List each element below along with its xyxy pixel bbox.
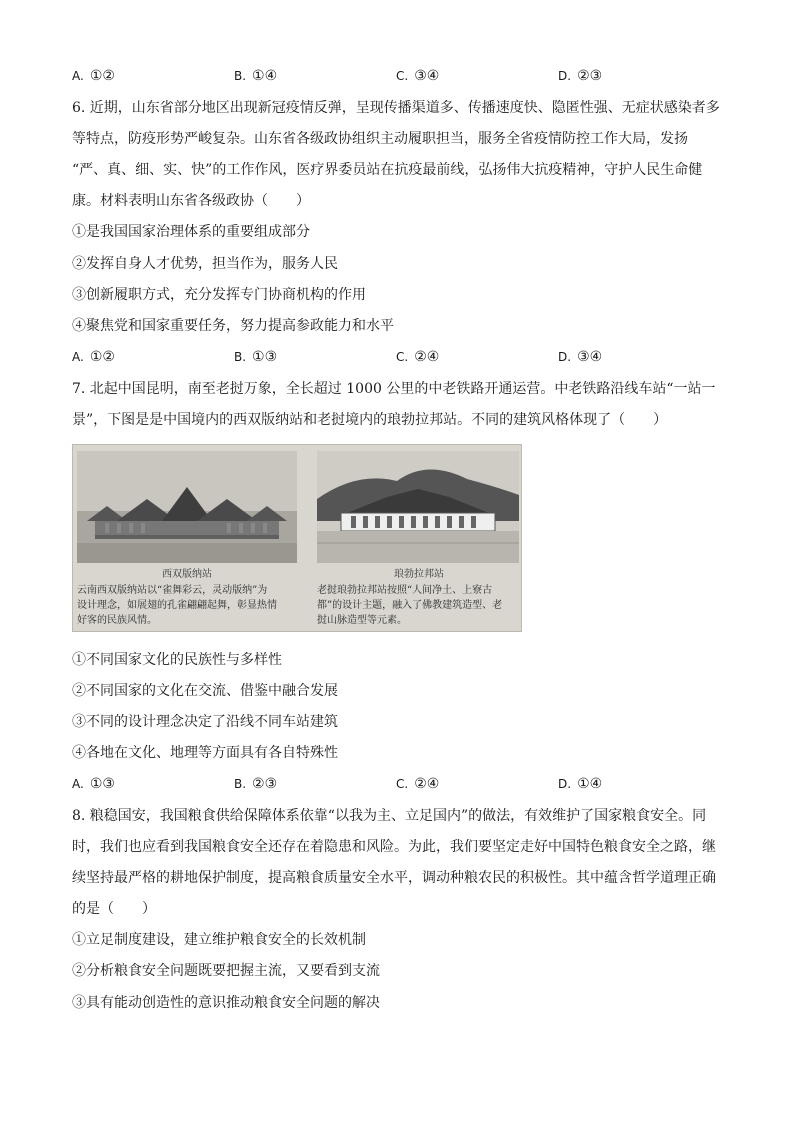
q6-stem-line: “严、真、细、实、快”的工作作风，医疗界委员站在抗疫最前线，弘扬伟大抗疫精神，守护人民生命健	[72, 162, 703, 178]
q5-option-a: A. ①②	[72, 68, 115, 84]
q8-stem-line: 8. 粮稳国安，我国粮食供给保障体系依靠“以我为主、立足国内”的做法，有效维护了国家粮食安全。同	[72, 808, 707, 824]
left-photo-label: 西双版纳站	[162, 569, 212, 580]
q7-option-d: D. ①④	[558, 776, 603, 792]
q6-stem-line: 康。材料表明山东省各级政协（ ）	[72, 193, 310, 209]
q7-option-c: C. ②④	[396, 776, 440, 792]
q6-option-b: B. ①③	[234, 349, 278, 365]
q6-options	[72, 347, 732, 367]
q5-option-d: D. ②③	[558, 68, 603, 84]
q8-statement: ③具有能动创造性的意识推动粮食安全问题的解决	[72, 995, 380, 1011]
q8-statement: ②分析粮食安全问题既要把握主流，又要看到支流	[72, 963, 380, 979]
right-photo-label: 琅勃拉邦站	[394, 569, 444, 580]
right-caption: 老挝琅勃拉邦站按照“人间净土、上寮古 都”的设计主题，融入了佛教建筑造型、老 挝山脉造型等元素。	[317, 585, 503, 626]
xishuangbanna-station-drawing	[77, 451, 297, 563]
q6-statement: ②发挥自身人才优势，担当作为，服务人民	[72, 256, 338, 272]
q6-option-c: C. ②④	[396, 349, 440, 365]
q6-stem-line: 等特点，防疫形势严峻复杂。山东省各级政协组织主动履职担当，服务全省疫情防控工作大局，发扬	[72, 131, 688, 147]
q6-statement: ③创新履职方式，充分发挥专门协商机构的作用	[72, 287, 366, 303]
q7-stem-line: 景”，下图是是中国境内的西双版纳站和老挝境内的琅勃拉邦站。不同的建筑风格体现了（ ）	[72, 412, 668, 428]
q8-stem-line: 时，我们也应看到我国粮食安全还存在着隐患和风险。为此，我们要坚定走好中国特色粮食安全之路，继	[72, 839, 716, 855]
q7-statement: ③不同的设计理念决定了沿线不同车站建筑	[72, 714, 338, 730]
q7-station-figure	[72, 444, 522, 632]
q6-stem-line: 6. 近期，山东省部分地区出现新冠疫情反弹，呈现传播渠道多、传播速度快、隐匿性强、无症状感染者多	[72, 100, 720, 116]
q7-option-b: B. ②③	[234, 776, 278, 792]
q6-option-d: D. ③④	[558, 349, 603, 365]
q6-option-a: A. ①②	[72, 349, 115, 365]
q7-statement: ④各地在文化、地理等方面具有各自特殊性	[72, 745, 338, 761]
q6-statement: ④聚焦党和国家重要任务，努力提高参政能力和水平	[72, 318, 394, 334]
q7-stem-line: 7. 北起中国昆明，南至老挝万象，全长超过 1000 公里的中老铁路开通运营。中老铁路沿线车站“一站一	[72, 381, 716, 397]
left-caption: 云南西双版纳站以“雀舞彩云，灵动版纳”为 设计理念，如展翅的孔雀翩翩起舞，彰显热情 好客的民族风情。	[77, 585, 277, 626]
q5-option-b: B. ①④	[234, 68, 278, 84]
luang-prabang-station-drawing	[317, 451, 519, 563]
luang-prabang-station-photo	[317, 451, 519, 563]
q8-statement: ①立足制度建设，建立维护粮食安全的长效机制	[72, 932, 366, 948]
q7-statement: ①不同国家文化的民族性与多样性	[72, 652, 282, 668]
q7-statement: ②不同国家的文化在交流、借鉴中融合发展	[72, 683, 338, 699]
xishuangbanna-station-photo	[77, 451, 297, 563]
q8-stem-line: 的是（ ）	[72, 901, 156, 917]
q7-options	[72, 774, 732, 794]
q7-option-a: A. ①③	[72, 776, 115, 792]
q8-stem-line: 续坚持最严格的耕地保护制度，提高粮食质量安全水平，调动种粮农民的积极性。其中蕴含哲学道理正确	[72, 870, 716, 886]
q5-options	[72, 66, 732, 86]
q6-statement: ①是我国国家治理体系的重要组成部分	[72, 224, 310, 240]
q5-option-c: C. ③④	[396, 68, 440, 84]
